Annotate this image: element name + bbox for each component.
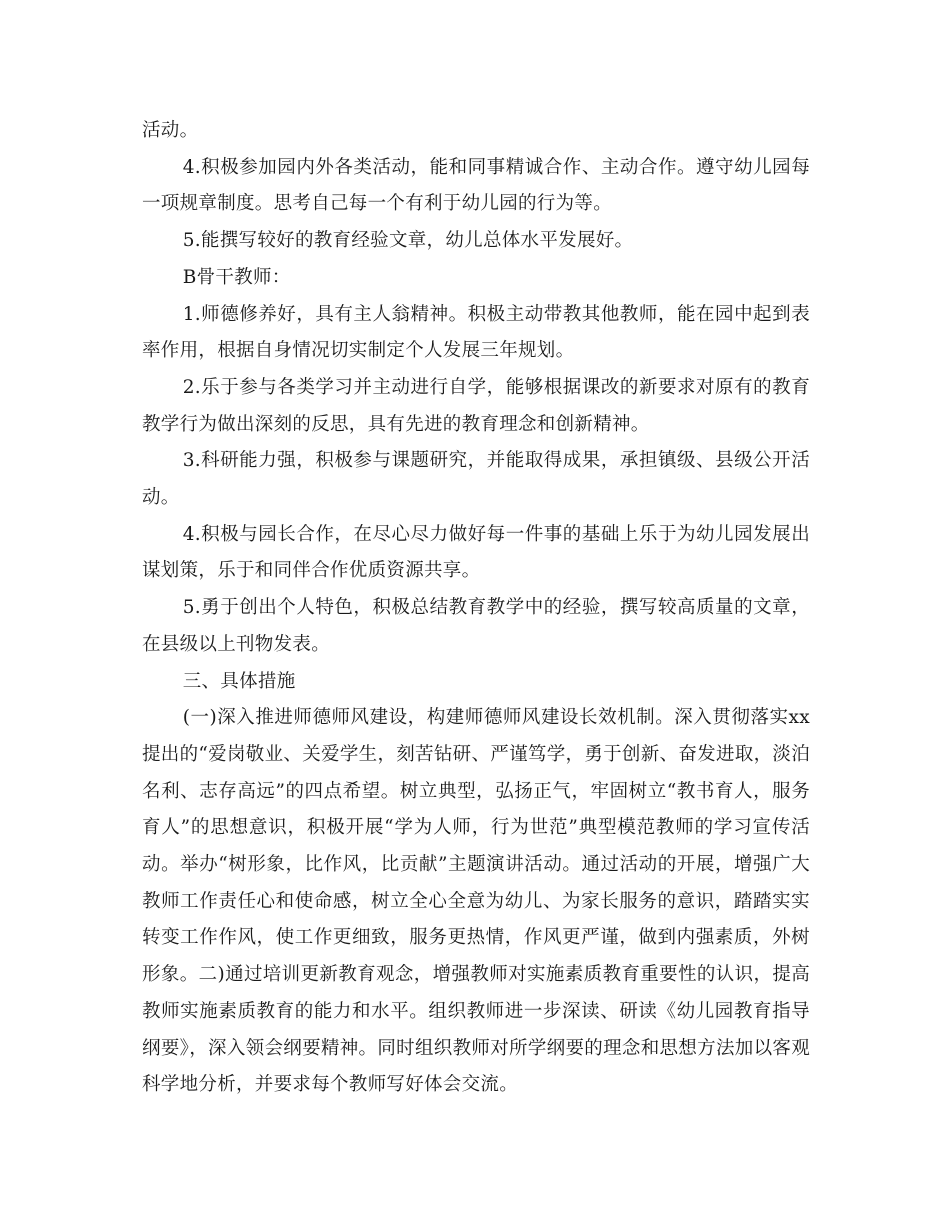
paragraph-item-1-backbone: 1.师德修养好，具有主人翁精神。积极主动带教其他教师，能在园中起到表率作用，根据自身情况切实制定个人发展三年规划。 [142,303,810,362]
paragraph-measures-body: (一)深入推进师德师风建设，构建师德师风建设长效机制。深入贯彻落实xx提出的“爱岗敬业、关爱学生，刻苦钻研、严谨笃学，勇于创新、奋发进取，淡泊名利、志存高远”的四点希望。树立典型，弘扬正气，牢固树立“教书育人，服务育人”的思想意识，积极开展“学为人师，行为世范”典型模范教师的学习宣传活动。举办“树形象，比作风，比贡献”主题演讲活动。通过活动的开展，增强广大教师工作责任心和使命感，树立全心全意为幼儿、为家长服务的意识，踏踏实实转变工作作风，使工作更细致，服务更热情，作风更严谨，做到内强素质，外树形象。二)通过培训更新教育观念，增强教师对实施素质教育重要性的认识，提高教师实施素质教育的能力和水平。组织教师进一步深读、研读《幼儿园教育指导纲要》，深入领会纲要精神。同时组织教师对所学纲要的理念和思想方法加以客观科学地分析，并要求每个教师写好体会交流。 [142,707,810,1096]
paragraph-item-3-backbone: 3.科研能力强，积极参与课题研究，并能取得成果，承担镇级、县级公开活动。 [142,450,810,509]
paragraph-continuation: 活动。 [142,120,199,141]
section-heading-backbone-teacher: B骨干教师： [182,266,291,288]
paragraph-item-5-new-teacher: 5.能撰写较好的教育经验文章，幼儿总体水平发展好。 [182,230,634,252]
paragraph-item-2-backbone: 2.乐于参与各类学习并主动进行自学，能够根据课改的新要求对原有的教育教学行为做出深刻的反思，具有先进的教育理念和创新精神。 [142,376,810,435]
paragraph-item-4-backbone: 4.积极与园长合作，在尽心尽力做好每一件事的基础上乐于为幼儿园发展出谋划策，乐于和同伴合作优质资源共享。 [142,523,810,582]
paragraph-item-4-new-teacher: 4.积极参加园内外各类活动，能和同事精诚合作、主动合作。遵守幼儿园每一项规章制度。思考自己每一个有利于幼儿园的行为等。 [142,156,810,215]
section-heading-measures: 三、具体措施 [182,670,296,692]
paragraph-item-5-backbone: 5.勇于创出个人特色，积极总结教育教学中的经验，撰写较高质量的文章，在县级以上刊物发表。 [142,597,810,655]
document-body [142,113,810,1104]
